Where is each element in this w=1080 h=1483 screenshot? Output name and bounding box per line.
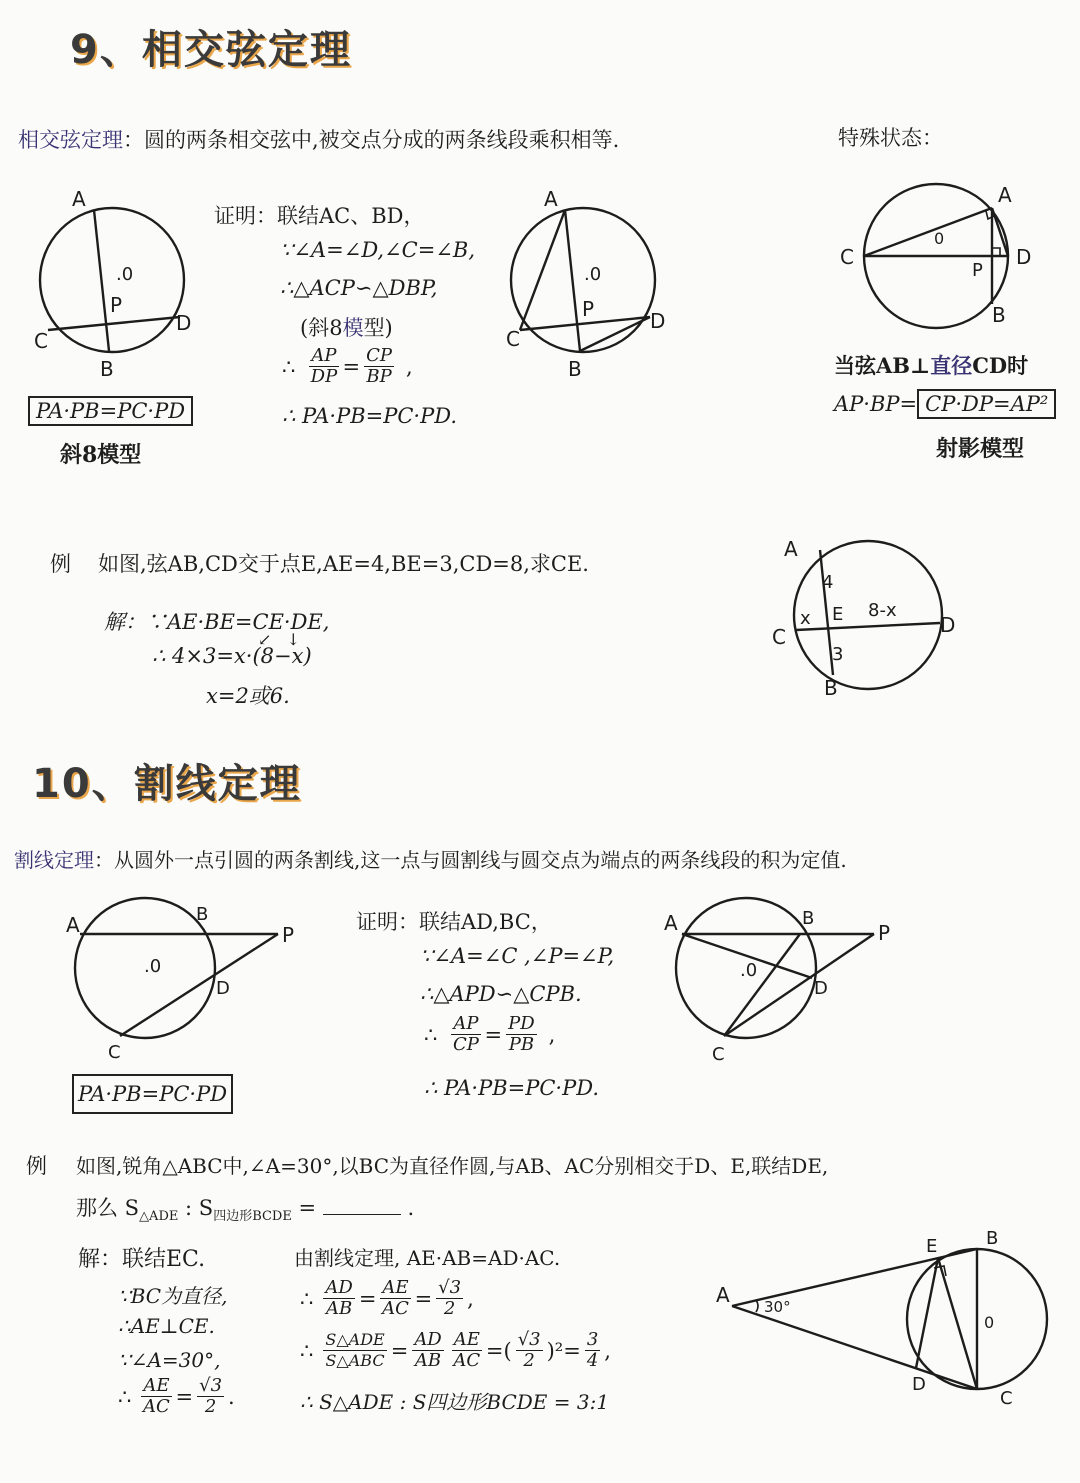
power: )²= bbox=[546, 1338, 581, 1363]
chord-cd bbox=[48, 317, 180, 330]
frac-den: PB bbox=[508, 1034, 535, 1055]
figure-crossed-chords-proof bbox=[500, 180, 680, 380]
label-a: A bbox=[784, 537, 798, 561]
section-10-title: 10、割线定理 bbox=[32, 761, 302, 807]
example-10-left-l3: ∴AE⊥CE. bbox=[118, 1314, 215, 1338]
frac-num: AE bbox=[453, 1329, 480, 1350]
label-d: D bbox=[814, 978, 828, 999]
label-a: A bbox=[72, 187, 86, 211]
fraction-ap-cp bbox=[451, 1014, 480, 1055]
answer-blank[interactable] bbox=[323, 1196, 401, 1215]
frac-den: S△ABC bbox=[325, 1351, 385, 1370]
frac-num: PD bbox=[508, 1013, 535, 1034]
label-d: D bbox=[940, 613, 956, 637]
example-10-left-l1: 解：联结EC. bbox=[78, 1247, 206, 1272]
label-d: D bbox=[912, 1374, 926, 1395]
cond-b: 直径 bbox=[930, 353, 973, 378]
frac-num: S△ADE bbox=[325, 1330, 385, 1349]
example-9-sol3: x=2或6. bbox=[206, 684, 290, 708]
proof-9-line5: ∴ $\frac{AP}{DP}$ = $\frac{CP}{BP}$ , bbox=[282, 345, 413, 387]
definition-text: ：从圆外一点引圆的两条割线,这一点与圆割线与圆交点为端点的两条线段的积为定值. bbox=[94, 848, 847, 872]
label-3: 3 bbox=[832, 644, 844, 665]
therefore-sign: ∴ bbox=[282, 354, 296, 379]
eq-boxed: CP·DP=AP² bbox=[917, 389, 1056, 419]
chord-ab bbox=[565, 210, 580, 351]
proof-9-line6: ∴ PA·PB=PC·PD. bbox=[282, 404, 458, 428]
label-o: 0 bbox=[934, 229, 945, 248]
proof-10-line1: 证明：联结AD,BC， bbox=[356, 910, 552, 934]
proof-10-line5: ∴ PA·PB=PC·PD. bbox=[424, 1076, 600, 1100]
proof-9-line4-c: 型) bbox=[363, 316, 393, 340]
frac-num: √3 bbox=[199, 1375, 223, 1396]
frac-num: CP bbox=[366, 345, 392, 366]
label-x: x bbox=[800, 608, 811, 629]
frac-num: √3 bbox=[438, 1277, 462, 1298]
proof-9-line4 bbox=[300, 312, 393, 342]
section-9-title: 9、相交弦定理 bbox=[70, 27, 352, 73]
comma: , bbox=[406, 354, 413, 379]
circle bbox=[511, 208, 655, 352]
fraction-ae-ac bbox=[452, 1330, 482, 1371]
chord-cd bbox=[796, 623, 940, 630]
label-c: C bbox=[840, 245, 854, 269]
label-o: .0 bbox=[116, 264, 134, 285]
example-10-left-l4: ∵∠A=30°, bbox=[118, 1348, 221, 1372]
comma: , bbox=[604, 1338, 611, 1363]
therefore-sign: ∴ bbox=[118, 1384, 132, 1409]
open-paren: =( bbox=[485, 1338, 512, 1363]
frac-den: AB bbox=[414, 1350, 442, 1371]
frac-num: AE bbox=[382, 1277, 409, 1298]
definition-label: 割线定理 bbox=[14, 848, 94, 872]
segment-ec bbox=[938, 1258, 977, 1389]
definition-label: 相交弦定理 bbox=[18, 128, 123, 152]
label-d: D bbox=[650, 309, 666, 333]
frac-den: 4 bbox=[586, 1350, 599, 1371]
cond-c: CD时 bbox=[972, 353, 1029, 378]
circle bbox=[40, 208, 184, 352]
label-o: .0 bbox=[740, 960, 758, 981]
label-d: D bbox=[176, 311, 192, 335]
proof-9-line4-a: (斜8 bbox=[300, 316, 343, 340]
example-10-left-l5: ∴ $\frac{AE}{AC}$ = $\frac{√3}{2}$ . bbox=[118, 1375, 235, 1417]
label-a: A bbox=[66, 913, 80, 937]
label-p: P bbox=[582, 297, 595, 321]
frac-num: AP bbox=[311, 345, 337, 366]
fraction-ae-ac bbox=[380, 1278, 410, 1319]
period: . bbox=[228, 1384, 235, 1409]
label-b: B bbox=[100, 357, 114, 380]
frac-den: AC bbox=[453, 1350, 481, 1371]
frac-den: 2 bbox=[204, 1396, 217, 1417]
proof-10-line3: ∴△APD∽△CPB. bbox=[420, 982, 582, 1006]
label-b: B bbox=[568, 357, 582, 380]
projection-model-name: 射影模型 bbox=[936, 436, 1025, 462]
example-10-right-l2: ∴ $\frac{AD}{AB}$ = $\frac{AE}{AC}$ = $\frac{√3}{2}$ , bbox=[300, 1277, 474, 1319]
frac-num: AD bbox=[325, 1277, 353, 1298]
frac-num: √3 bbox=[517, 1329, 541, 1350]
label-o: .0 bbox=[144, 956, 162, 977]
label-b: B bbox=[986, 1228, 999, 1249]
fraction-ad-ab bbox=[323, 1278, 354, 1319]
segment-ac bbox=[520, 210, 565, 330]
label-p: P bbox=[110, 293, 123, 317]
q2-prefix: 那么 S bbox=[76, 1196, 140, 1220]
label-c: C bbox=[506, 327, 520, 351]
q2-eq: = bbox=[291, 1196, 323, 1220]
example-10-left-l2: ∵BC为直径, bbox=[118, 1284, 228, 1308]
segment-bc bbox=[724, 934, 800, 1036]
proof-9-line4-b: 模 bbox=[342, 316, 364, 340]
q2-mid: : S bbox=[178, 1196, 214, 1220]
formula-box-10: PA·PB=PC·PD bbox=[72, 1074, 233, 1114]
definition-text: ：圆的两条相交弦中,被交点分成的两条线段乘积相等. bbox=[123, 128, 620, 152]
comma: , bbox=[548, 1022, 556, 1047]
eq-prefix: AP·BP= bbox=[834, 392, 918, 416]
comma: , bbox=[467, 1286, 474, 1311]
figure-crossed-chords bbox=[20, 180, 220, 380]
label-o: 0 bbox=[984, 1313, 995, 1332]
special-equation bbox=[834, 392, 1056, 416]
example-10-right-l4: ∴ S△ADE : S四边形BCDE = 3:1 bbox=[300, 1390, 610, 1414]
special-condition bbox=[834, 350, 1028, 380]
fraction-ad-ab bbox=[412, 1330, 443, 1371]
q2-end: . bbox=[400, 1196, 415, 1220]
example-10-right-l1: 由割线定理, AE·AB=AD·AC. bbox=[294, 1246, 561, 1270]
frac-num: AE bbox=[143, 1375, 170, 1396]
figure-secant-proof bbox=[660, 896, 910, 1071]
figure-projection-model bbox=[830, 176, 1050, 336]
section-9-definition bbox=[18, 124, 619, 154]
label-p: P bbox=[972, 260, 983, 281]
proof-9-line1: 证明：联结AC、BD， bbox=[214, 204, 425, 228]
fraction-ae-ac bbox=[141, 1376, 171, 1417]
frac-den: 2 bbox=[443, 1298, 456, 1319]
proof-9-line2: ∵∠A=∠D,∠C=∠B, bbox=[280, 238, 476, 262]
proof-9-line3: ∴△ACP∽△DBP, bbox=[280, 276, 438, 300]
segment-de bbox=[916, 1258, 938, 1368]
label-o: .0 bbox=[584, 264, 602, 285]
example-9-sol2: ∴ 4×3=x·(8−x) bbox=[152, 644, 312, 668]
q2-sub2: 四边形BCDE bbox=[213, 1209, 292, 1225]
label-p: P bbox=[878, 921, 891, 945]
label-c: C bbox=[34, 329, 48, 353]
cond-a: 当弦AB⊥ bbox=[834, 353, 931, 378]
label-a: A bbox=[544, 187, 558, 211]
q2-sub1: △ADE bbox=[139, 1209, 179, 1225]
proof-10-line2: ∵∠A=∠C ,∠P=∠P, bbox=[420, 944, 615, 968]
fraction-3-4 bbox=[585, 1330, 600, 1371]
label-b: B bbox=[196, 904, 209, 925]
fraction-pd-pb bbox=[506, 1014, 537, 1055]
therefore-sign: ∴ bbox=[300, 1338, 314, 1363]
example-10-right-l3: ∴ $\frac{\text{S△ADE}}{\text{S△ABC}}$ = $\frac{AD}{AB}$ $\frac{AE}{AC}$ =( $\frac{√3}{2}$ )²= $\frac{3}{4}$ , bbox=[300, 1329, 611, 1371]
label-a: A bbox=[998, 183, 1012, 207]
secant-pdc bbox=[120, 934, 278, 1036]
frac-num: 3 bbox=[586, 1329, 599, 1350]
frac-den: AC bbox=[382, 1298, 409, 1319]
fraction-sqrt3-2 bbox=[516, 1330, 543, 1371]
example-10-label: 例 bbox=[26, 1154, 47, 1178]
label-8-minus-x: 8-x bbox=[868, 600, 897, 621]
side-ac bbox=[732, 1306, 977, 1389]
segment-ca bbox=[864, 208, 992, 256]
figure-example-9 bbox=[768, 530, 968, 705]
fraction-sqrt3-2 bbox=[197, 1376, 224, 1417]
label-c: C bbox=[772, 625, 786, 649]
frac-den: DP bbox=[310, 366, 338, 387]
fraction-ap-dp bbox=[309, 346, 338, 387]
figure-secant bbox=[60, 896, 310, 1071]
figure-example-10 bbox=[712, 1226, 1052, 1411]
example-9-sol1: 解：∵AE·BE=CE·DE, bbox=[104, 610, 330, 634]
label-p: P bbox=[282, 923, 295, 947]
frac-num: AD bbox=[414, 1329, 442, 1350]
fraction-area-ratio bbox=[323, 1330, 386, 1371]
label-b: B bbox=[824, 676, 838, 700]
label-b: B bbox=[992, 303, 1006, 327]
frac-den: CP bbox=[452, 1034, 479, 1055]
example-10-question: 如图,锐角△ABC中,∠A=30°,以BC为直径作圆,与AB、AC分别相交于D、E,联结DE, bbox=[76, 1154, 829, 1178]
example-9-arrows: ↙ ↓ bbox=[258, 630, 301, 649]
label-c: C bbox=[712, 1044, 725, 1065]
proof-10-line4: ∴ $\frac{AP}{CP}$ = $\frac{PD}{PB}$ , bbox=[424, 1013, 556, 1055]
fraction-sqrt3-2 bbox=[436, 1278, 463, 1319]
therefore-sign: ∴ bbox=[300, 1286, 314, 1311]
frac-den: BP bbox=[366, 366, 392, 387]
label-c: C bbox=[108, 1042, 121, 1063]
label-a: A bbox=[716, 1283, 730, 1307]
label-c: C bbox=[1000, 1388, 1013, 1409]
example-9-label: 例 bbox=[50, 552, 71, 576]
label-4: 4 bbox=[822, 572, 834, 593]
label-b: B bbox=[802, 908, 815, 929]
model-name-9: 斜8模型 bbox=[60, 442, 142, 468]
fraction-cp-bp bbox=[364, 346, 394, 387]
label-d: D bbox=[216, 978, 230, 999]
frac-den: AB bbox=[325, 1298, 353, 1319]
section-10-definition bbox=[14, 844, 847, 873]
frac-num: AP bbox=[453, 1013, 479, 1034]
label-30-degrees: 30° bbox=[764, 1298, 791, 1316]
example-9-question: 如图,弦AB,CD交于点E,AE=4,BE=3,CD=8,求CE. bbox=[98, 552, 589, 576]
chord-ab bbox=[94, 210, 109, 351]
label-e: E bbox=[926, 1236, 938, 1257]
therefore-sign: ∴ bbox=[424, 1022, 438, 1047]
example-10-question-2 bbox=[76, 1192, 414, 1224]
angle-arc bbox=[756, 1300, 758, 1312]
label-d: D bbox=[1016, 245, 1032, 269]
formula-box-9: PA·PB=PC·PD bbox=[28, 396, 193, 426]
frac-den: 2 bbox=[523, 1350, 535, 1371]
special-state-label: 特殊状态： bbox=[838, 126, 943, 150]
frac-den: AC bbox=[143, 1396, 170, 1417]
label-e: E bbox=[832, 604, 844, 625]
secant-pdc bbox=[724, 934, 874, 1036]
label-a: A bbox=[664, 911, 678, 935]
